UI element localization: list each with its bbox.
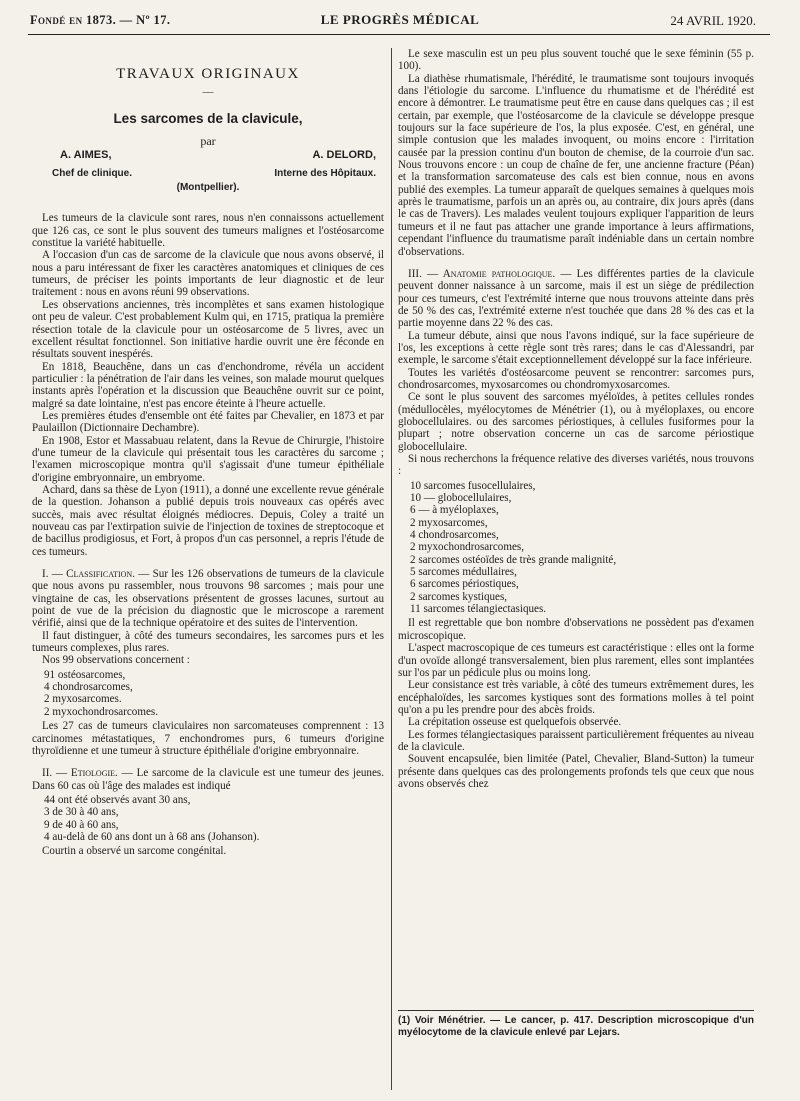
paragraph: Les formes télangiectasiques paraissent particulièrement fréquentes au niveau de la clavicule. bbox=[398, 728, 754, 753]
list-item: 2 sarcomes kystiques, bbox=[410, 590, 508, 603]
list-item: 2 myxosarcomes, bbox=[410, 516, 488, 529]
author-roles bbox=[32, 168, 384, 180]
article-title: Les sarcomes de la clavicule, bbox=[113, 110, 303, 126]
par-word: par bbox=[200, 134, 216, 149]
paragraph: Nos 99 observations concernent : bbox=[42, 654, 190, 667]
paragraph: Si nous recherchons la fréquence relative des diverses variétés, nous trouvons : bbox=[398, 453, 754, 478]
footnote: (1) Voir Ménétrier. — Le cancer, p. 417. Description microscopique d'un myélocytome de la clavicule enlevé par Lejars. bbox=[398, 1015, 754, 1038]
list-item: 11 sarcomes télangiectasiques. bbox=[410, 603, 547, 616]
role-aimes: Chef de clinique. bbox=[52, 167, 133, 179]
header-date: 24 AVRIL 1920. bbox=[670, 13, 756, 28]
section-dash: — bbox=[202, 86, 214, 99]
paragraph: Courtin a observé un sarcome congénital. bbox=[42, 845, 227, 858]
journal-title: LE PROGRÈS MÉDICAL bbox=[320, 12, 480, 27]
paragraph: Les premières études d'ensemble ont été faites par Chevalier, en 1873 et par Paulaillon (Dictionnaire Dechambre). bbox=[32, 409, 384, 435]
etiologie-heading: II. — Etiologie. bbox=[42, 767, 118, 780]
paragraph: Le sexe masculin est un peu plus souvent touché que le sexe féminin (55 p. 100). bbox=[398, 48, 754, 73]
list-item: 4 au-delà de 60 ans dont un à 68 ans (Johanson). bbox=[44, 830, 260, 843]
anatomie-text: — Les différentes parties de la clavicule peuvent donner naissance à un sarcome, mais il est un siège de prédilection pour ces tumeurs, c'est l'extrémité interne que nous trouvons atteinte dans près de 50 % des cas, l'extrémité externe n'est touchée que dans 28 % des cas et la partie moyenne dans 22 % des cas. bbox=[398, 267, 754, 330]
paragraph: Leur consistance est très variable, à côté des tumeurs extrêmement dures, les encéphaloïdes, les sarcomes kystiques sont des formations molles à tel point qu'on a pu les prendre pour des abcès froids. bbox=[398, 679, 754, 716]
paragraph: Il est regrettable que bon nombre d'observations ne possèdent pas d'examen microscopique. bbox=[398, 617, 754, 642]
etiologie-paragraph bbox=[32, 767, 384, 792]
paragraph: En 1818, Beauchêne, dans un cas d'enchondrome, révéla un accident particulier : la pénétration de l'air dans les veines, son malade mourut quelques instants après l'opération et la discussion que Beauchêne ouvrit sur ce point, malgré sa date lointaine, n'est pas encore éteinte à l'heure actuelle. bbox=[32, 360, 384, 410]
list-item: 2 myxosarcomes. bbox=[44, 693, 122, 706]
column-divider bbox=[391, 48, 392, 1090]
paragraph: Achard, dans sa thèse de Lyon (1911), a donné une excellente revue générale de la question. Johanson a publié depuis trois nouveaux cas opérés avec succès, mais avec résultat éloignés médiocres. Depuis, Coley a traité un nouveau cas par l'extirpation suivie de l'injection de toxines de streptocoque et de bacillus prodigiosus, et Fort, à propos d'un cas personnel, a repris l'étude de ces tumeurs. bbox=[32, 483, 384, 558]
etiologie-list bbox=[44, 794, 384, 843]
paragraph: La diathèse rhumatismale, l'hérédité, le traumatisme sont toujours invoqués dans l'étiologie du sarcome. L'influence du rhumatisme et de l'hérédité est encore à démontrer. Le traumatisme peut être en cause dans quelques cas ; il est certain, par exemple, que l'ostéosarcome de la clavicule se développe presque toujours sur la face supérieure de l'os, la plus exposée. C'est, en général, une simple contusion que les malades invoquent, ou moins encore : l'irritation causée par la pression continu d'un bouton de chemise, de la courroie d'un sac. Nous trouvons encore : un coup de chaîne de fer, une ancienne fracture (Péan) et la transformation sarcomateuse des cals est bien connue, nous en avons publié des exemples. La tumeur apparaît de quelques semaines à quelques mois après le traumatisme, parfois un an après ou, au contraire, dix jours après (dans le cas de Travers). Les malades veulent toujours expliquer l'apparition de leurs tumeurs et il ne faut pas attacher une grande importance à leurs affirmations, cependant l'influence du traumatisme paraît indéniable dans un certain nombre d'observations. bbox=[398, 72, 754, 258]
paragraph: L'aspect macroscopique de ces tumeurs est caractéristique : elles ont la forme d'un ovoïde allongé transversalement, bien plus rarement, elles sont implantées sur l'os par un pédicule plus ou moins long. bbox=[398, 642, 754, 679]
paragraph: A l'occasion d'un cas de sarcome de la clavicule que nous avons observé, il nous a paru intéressant de fixer les caractères anatomiques et cliniques de ces tumeurs, de préciser les points importants de leur diagnostic et de leur traitement : nous en avons réuni 99 observations. bbox=[32, 249, 384, 299]
variety-list bbox=[410, 480, 754, 616]
anatomie-heading: III. — Anatomie pathologique. bbox=[408, 267, 556, 280]
list-item: 4 chondrosarcomes, bbox=[44, 681, 133, 694]
author-aimes: A. AIMES, bbox=[60, 149, 112, 162]
paragraph: Souvent encapsulée, bien limitée (Patel, Chevalier, Bland-Sutton) la tumeur présente dans quelques cas des prolongements profonds tels que ceux que nous avons observés chez bbox=[398, 753, 754, 790]
list-item: 4 chondrosarcomes, bbox=[410, 529, 499, 542]
authors bbox=[32, 149, 384, 161]
list-item: 10 — globocellulaires, bbox=[410, 492, 512, 505]
classification-list bbox=[44, 669, 384, 718]
header-rule bbox=[28, 34, 770, 35]
list-item: 6 sarcomes périostiques, bbox=[410, 578, 519, 591]
paragraph: Ce sont le plus souvent des sarcomes myéloïdes, à petites cellules rondes (médullocèles, myélocytomes de Ménétrier (1), ou à myéloplaxes, ou encore globocellulaires. ou des sarcomes périostiques, à cellules fusiformes pour la plupart ; notre observation concerne un cas de sarcome périostique globocellulaire. bbox=[398, 391, 754, 453]
affiliation: (Montpellier). bbox=[176, 182, 240, 194]
list-item: 3 de 30 à 40 ans, bbox=[44, 806, 119, 819]
author-delord: A. DELORD, bbox=[312, 149, 376, 162]
classification-heading: I. — Classification. bbox=[42, 568, 135, 581]
paragraph: La tumeur débute, ainsi que nous l'avons indiqué, sur la face supérieure de l'os, les exceptions à cette règle sont très rares; dans le cas d'Alessandri, par exemple, le sarcome s'était exceptionnellement développé sur la face inférieure. bbox=[398, 329, 754, 367]
left-column bbox=[32, 48, 384, 1098]
paragraph: Les tumeurs de la clavicule sont rares, nous n'en connaissons actuellement que 126 cas, ce sont le plus souvent des tumeurs malignes et l'ostéosarcome constitue la variété habituelle. bbox=[32, 212, 384, 250]
list-item: 6 — à myéloplaxes, bbox=[410, 504, 499, 517]
list-item: 44 ont été observés avant 30 ans, bbox=[44, 793, 191, 806]
list-item: 10 sarcomes fusocellulaires, bbox=[410, 479, 536, 492]
list-item: 2 myxochondrosarcomes. bbox=[44, 705, 158, 718]
classification-text: — Sur les 126 observations de tumeurs de la clavicule que nous avons pu rassembler, nous trouvons 98 sarcomes ; mais pour une vingtaine de cas, les observations présentent de grosses lacunes, surtout au point de vue de la précision du diagnostic que le microscope a rarement vérifié, ainsi que de la technique opératoire et des suites de l'intervention. bbox=[32, 568, 384, 630]
classification-paragraph bbox=[32, 568, 384, 630]
page-header bbox=[0, 0, 800, 36]
paragraph: Toutes les variétés d'ostéosarcome peuvent se rencontrer: sarcomes purs, chondrosarcomes, myxosarcomes ou chondromyxosarcomes. bbox=[398, 366, 754, 391]
list-item: 2 myxochondrosarcomes, bbox=[410, 541, 524, 554]
paragraph: Les 27 cas de tumeurs claviculaires non sarcomateuses comprennent : 13 carcinomes métastatiques, 7 enchondromes purs, 6 tumeurs d'origine thyroïdienne et une tumeur à structure épithéliale d'origine embryonnaire. bbox=[32, 720, 384, 757]
paragraph: Les observations anciennes, très incomplètes et sans examen histologique ont peu de valeur. C'est probablement Kulm qui, en 1715, pratiqua la première résection totale de la clavicule pour un ostéosarcome de 5 livres, avec un excellent résultat fonctionnel. Son initiative hardie ouvrit une ère féconde en résultats souvent inespérés. bbox=[32, 298, 384, 361]
paragraph: Il faut distinguer, à côté des tumeurs secondaires, les sarcomes purs et les tumeurs complexes, plus rares. bbox=[32, 629, 384, 655]
role-delord: Interne des Hôpitaux. bbox=[274, 167, 376, 179]
section-title: TRAVAUX ORIGINAUX bbox=[116, 66, 300, 82]
right-column bbox=[398, 48, 754, 1088]
list-item: 5 sarcomes médullaires, bbox=[410, 566, 517, 579]
footnote-rule bbox=[398, 1010, 754, 1011]
anatomie-paragraph bbox=[398, 268, 754, 330]
list-item: 2 sarcomes ostéoïdes de très grande malignité, bbox=[410, 553, 617, 566]
paragraph: En 1908, Estor et Massabuau relatent, dans la Revue de Chirurgie, l'histoire d'une tumeur de la clavicule qui présentait tous les caractères du sarcome ; l'examen microscopique montra qu'il s'agissait d'une tumeur épithéliale d'origine embryonnaire, un embryome. bbox=[32, 434, 384, 484]
header-founding: Fondé en 1873. — Nº 17. bbox=[30, 13, 171, 27]
paragraph: La crépitation osseuse est quelquefois observée. bbox=[408, 716, 622, 729]
list-item: 91 ostéosarcomes, bbox=[44, 668, 126, 681]
list-item: 9 de 40 à 60 ans, bbox=[44, 818, 119, 831]
etiologie-text: — Le sarcome de la clavicule est une tumeur des jeunes. Dans 60 cas où l'âge des malades est indiqué bbox=[32, 767, 384, 792]
